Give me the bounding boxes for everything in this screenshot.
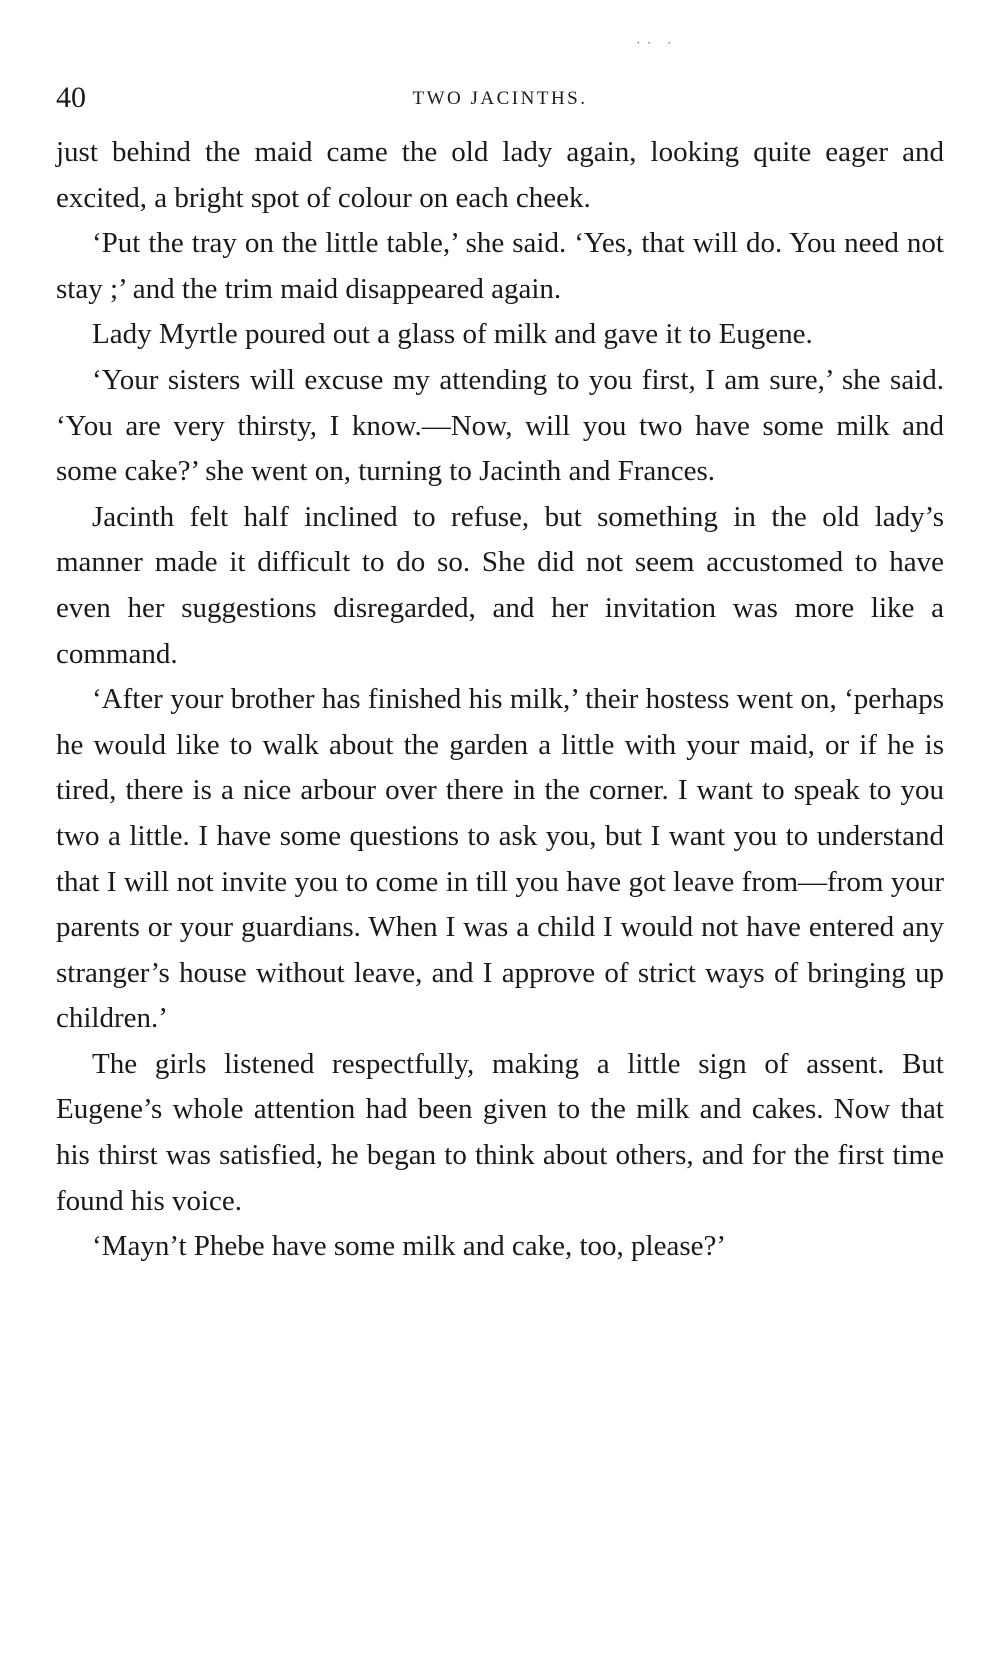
paragraph: Jacinth felt half inclined to refuse, but something in the old lady’s manner made it difficult to do so. She did not seem accustomed to have even her suggestions disregarded, and her invitation was more like a command. <box>56 500 944 670</box>
running-title: TWO JACINTHS. <box>412 88 588 109</box>
paragraph: ‘Put the tray on the little table,’ she said. ‘Yes, that will do. You need not stay ;’ and the trim maid disappeared again. <box>56 227 944 305</box>
body-text <box>56 130 944 1270</box>
paragraph: ‘After your brother has finished his milk,’ their hostess went on, ‘perhaps he would like to walk about the garden a little with your maid, or if he is tired, there is a nice arbour over there in the corner. I want to speak to you two a little. I have some questions to ask you, but I want you to understand that I will not invite you to come in till you have got leave from—from your parents or your guardians. When I was a child I would not have entered any stranger’s house without leave, and I approve of strict ways of bringing up children.’ <box>56 683 944 1035</box>
paragraph: The girls listened respectfully, making a little sign of assent. But Eugene’s whole attention had been given to the milk and cakes. Now that his thirst was satisfied, he began to think about others, and for the first time found his voice. <box>56 1047 944 1217</box>
paragraph: Lady Myrtle poured out a glass of milk and gave it to Eugene. <box>92 318 813 351</box>
paragraph: just behind the maid came the old lady again, looking quite eager and excited, a bright spot of colour on each cheek. <box>56 136 944 214</box>
paragraph: ‘Your sisters will excuse my attending to you first, I am sure,’ she said. ‘You are very thirsty, I know.—Now, will you two have some milk and some cake?’ she went on, turning to Jacinth and Frances. <box>56 363 944 488</box>
page-number: 40 <box>56 81 86 114</box>
print-speck: ˙˙ ˙ <box>636 40 678 55</box>
page-header <box>56 78 944 118</box>
paragraph: ‘Mayn’t Phebe have some milk and cake, too, please?’ <box>92 1230 727 1263</box>
